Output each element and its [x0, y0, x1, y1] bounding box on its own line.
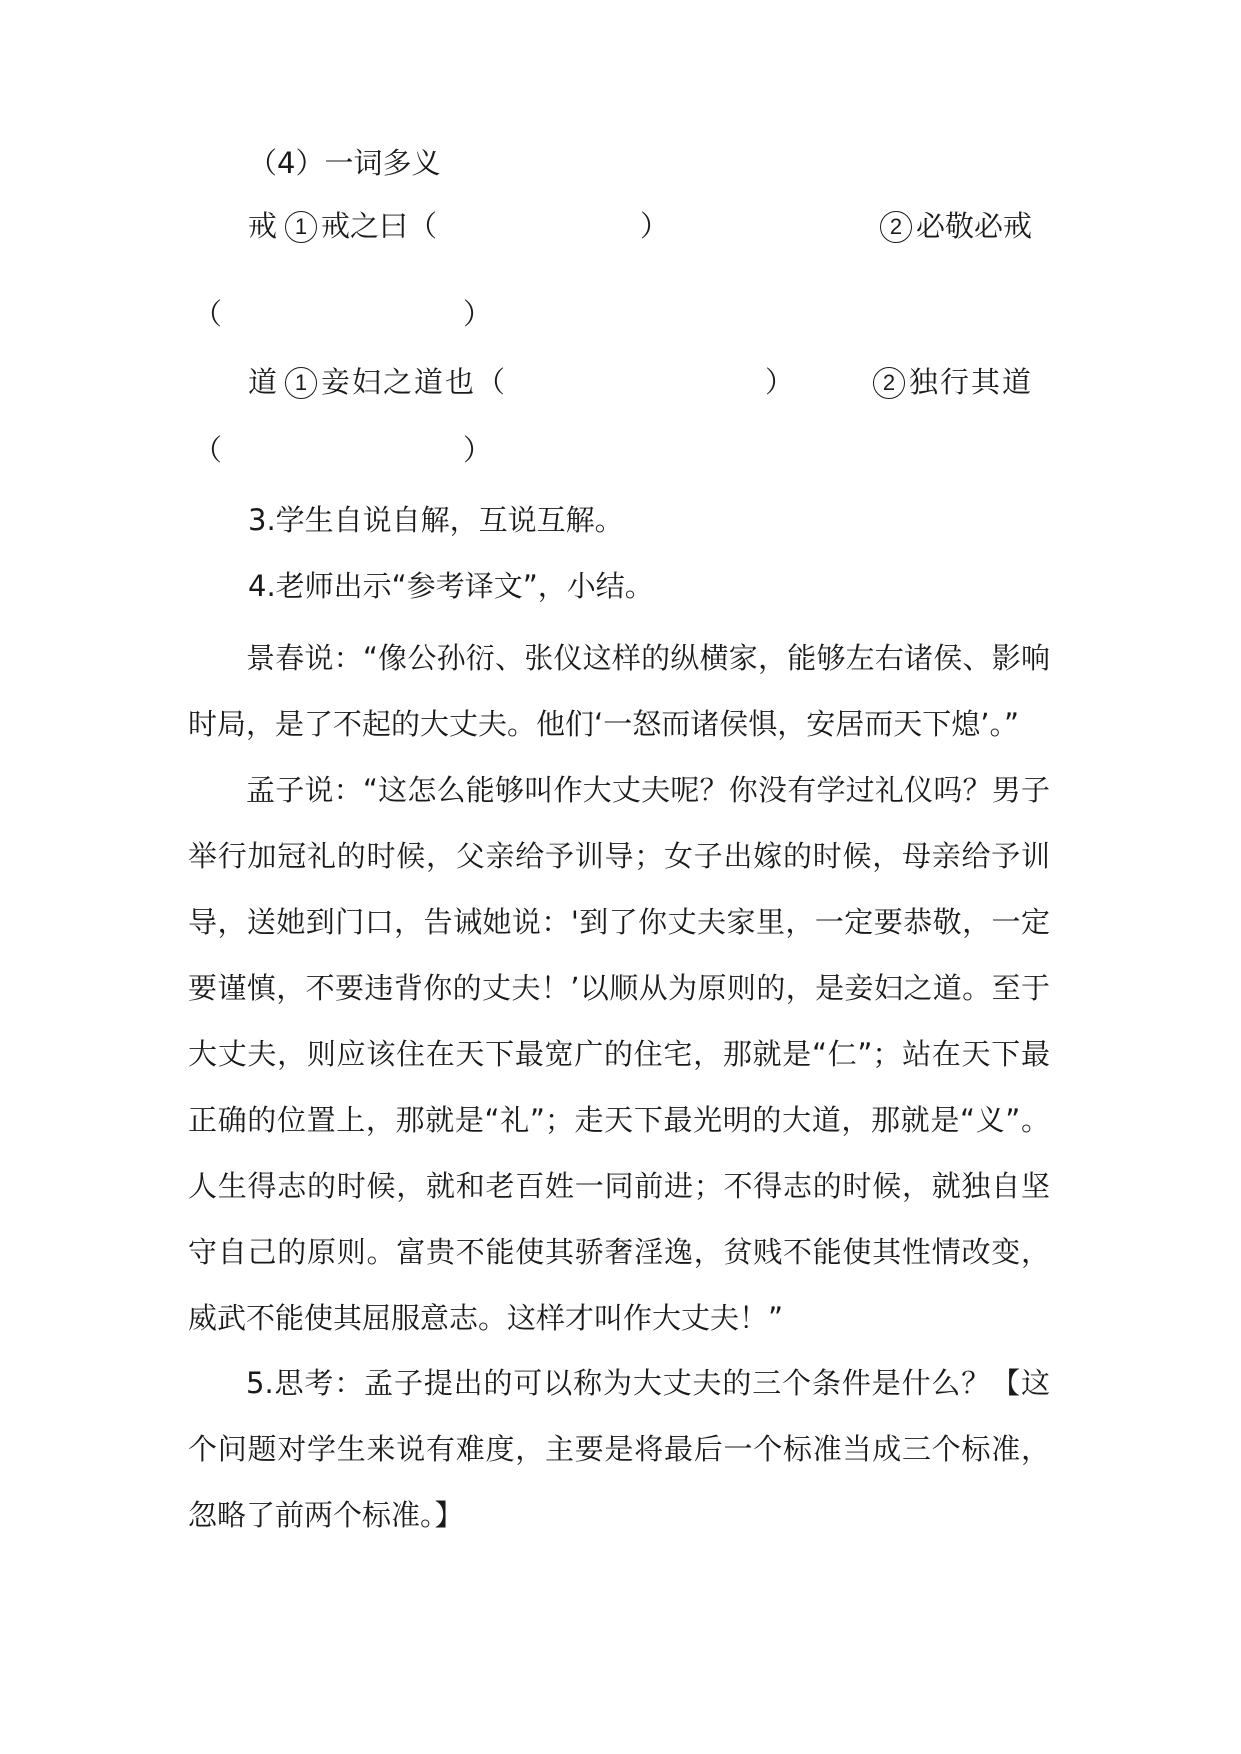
- vocab-sense2-dao: [873, 362, 1033, 402]
- circled-number-1-icon: 1: [285, 211, 317, 243]
- circled-number-2-icon: 2: [873, 367, 905, 399]
- close-paren: ）: [463, 297, 493, 331]
- vocab-phrase: 必敬必戒: [916, 209, 1033, 243]
- circled-number-1-icon: 1: [285, 367, 317, 399]
- vocab-phrase: 戒之曰: [321, 209, 409, 243]
- open-paren: （: [476, 365, 506, 399]
- step-3: 3.学生自说自解，互说互解。: [248, 503, 624, 537]
- close-paren: ）: [640, 209, 670, 243]
- paragraph-mengzi: 孟子说：“这怎么能够叫作大丈夫呢？你没有学过礼仪吗？男子举行加冠礼的时候，父亲给予训导；女子出嫁的时候，母亲给予训导，送她到门口，告诫她说：'到了你丈夫家里，一定要恭敬，一定要谨慎，不要违背你的丈夫！’以顺从为原则的，是妾妇之道。至于大丈夫，则应该住在天下最宽广的住宅，那就是“仁”；站在天下最正确的位置上，那就是“礼”；走天下最光明的大道，那就是“义”。人生得志的时候，就和老百姓一同前进；不得志的时候，就独自坚守自己的原则。富贵不能使其骄奢淫逸，贫贱不能使其性情改变，威武不能使其屈服意志。这样才叫作大丈夫！”: [188, 773, 1050, 1335]
- step-4: 4.老师出示“参考译文”，小结。: [248, 569, 654, 603]
- open-paren: （: [193, 433, 223, 467]
- vocab-char: 戒: [248, 209, 278, 243]
- vocab-row-jie: [248, 206, 437, 246]
- step-5: 5.思考：孟子提出的可以称为大丈夫的三个条件是什么？【这个问题对学生来说有难度，主要是将最后一个标准当成三个标准，忽略了前两个标准。】: [188, 1366, 1050, 1532]
- open-paren: （: [193, 297, 223, 331]
- close-paren: ）: [463, 433, 493, 467]
- vocab-phrase: 妾妇之道也: [321, 365, 477, 399]
- vocab-row-dao: [248, 362, 505, 402]
- close-paren: ）: [765, 365, 795, 399]
- vocab-char: 道: [248, 365, 278, 399]
- circled-number-2-icon: 2: [880, 211, 912, 243]
- vocab-sense2-jie: [880, 206, 1032, 246]
- open-paren: （: [408, 209, 438, 243]
- section-heading: （4）一词多义: [248, 146, 441, 180]
- vocab-phrase: 独行其道: [909, 365, 1034, 399]
- paragraph-jingchun: 景春说：“像公孙衍、张仪这样的纵横家，能够左右诸侯、影响时局，是了不起的大丈夫。他们‘一怒而诸侯惧，安居而天下熄’。”: [188, 641, 1050, 741]
